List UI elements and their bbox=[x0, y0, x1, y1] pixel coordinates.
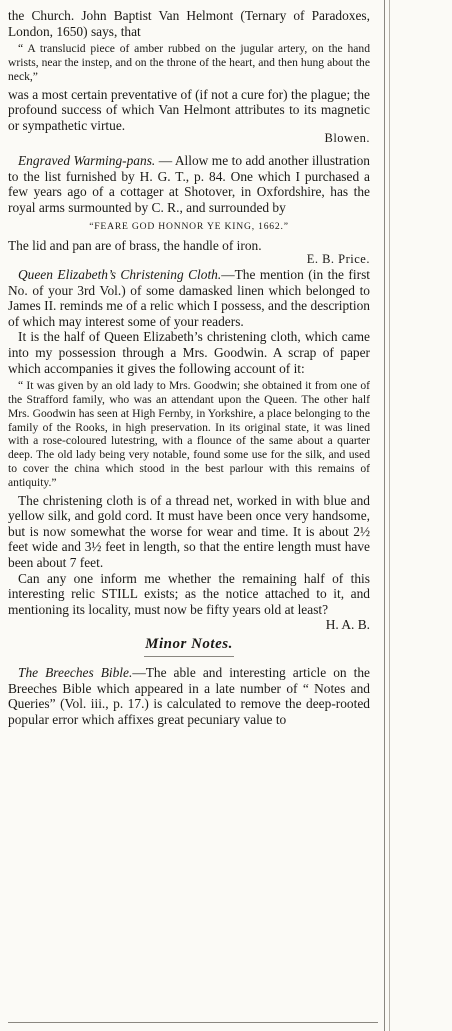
column-rule bbox=[384, 0, 385, 1031]
section-heading bbox=[8, 637, 370, 657]
paragraph-christening-2: It is the half of Queen Elizabeth’s christening cloth, which came into my possession through a Mrs. Goodwin. A scrap of paper which accompanies it gives the following account of it: bbox=[8, 329, 370, 376]
column-rule-outer bbox=[389, 0, 390, 1031]
text-christening: —The mention (in the first No. of your 3rd Vol.) of some damasked linen which belonged to James II. reminds me of a relic which I possess, and the description of which may interest some of your readers. bbox=[8, 267, 370, 329]
motto: “FEARE GOD HONNOR YE KING, 1662.” bbox=[89, 221, 289, 233]
title-christening: Queen Elizabeth’s Christening Cloth. bbox=[18, 267, 222, 283]
bottom-rule bbox=[8, 1022, 378, 1023]
text-warming-pans: — Allow me to add another illustration to the list furnished by H. G. T., p. 84. One which I purchased a few years ago of a cottager at Shotover, in Oxfordshire, has the royal arms surmounted by C. R., and surrounded by bbox=[8, 152, 370, 215]
title-breeches: The Breeches Bible. bbox=[18, 664, 133, 680]
paragraph-warming-pans bbox=[8, 153, 370, 215]
paragraph-breeches bbox=[8, 665, 370, 727]
paragraph-helmont-cont: was a most certain preventative of (if not a cure for) the plague; the profound success of which Van Helmont attributes to its magnetic or sympathetic virtue. bbox=[8, 86, 370, 133]
text-breeches: —The able and interesting article on the Breeches Bible which appeared in a late number of “ Notes and Queries” (Vol. iii., p. 17.) is calculated to remove the deep-rooted popular error which affixes great pecuniary value to bbox=[8, 664, 370, 727]
quote-goodwin: “ It was given by an old lady to Mrs. Goodwin; she obtained it from one of the Strafford family, who was an attendant upon the Queen. The other half Mrs. Goodwin has seen at High Fernby, in Yorkshire, a place belonging to the family of the Rooks, in high preservation. In its original state, it was lined with a rose-coloured lutestring, with a flounce of the same about a quarter deep. The old lady being very notable, found some use for the silk, and used to cover the china which stood in the best parlour with this remains of antiquity.” bbox=[8, 379, 370, 489]
paragraph-lid-pan: The lid and pan are of brass, the handle of iron. bbox=[8, 237, 262, 253]
heading-text: Minor Notes. bbox=[145, 636, 233, 653]
paragraph-christening-3: The christening cloth is of a thread net, worked in with blue and yellow silk, and gold cord. It must have been once very handsome, but is now somewhat the worse for wear and time. It is about 2½ feet wide and 3½ feet in length, so that the entire length must have been about 7 feet. bbox=[8, 492, 370, 571]
page-column bbox=[8, 8, 370, 1020]
text-christening-4: Can any one inform me whether the remaining half of this interesting relic STILL exists; as the notice attached to it, and mentioning its locality, must now be fifty years old at least? bbox=[8, 570, 370, 617]
paragraph-helmont: the Church. John Baptist Van Helmont (Ternary of Paradoxes, London, 1650) says, that bbox=[8, 8, 370, 39]
paragraph-christening-4 bbox=[8, 570, 370, 633]
signature-blowen: Blowen. bbox=[324, 131, 370, 146]
title-warming-pans: Engraved Warming-pans. bbox=[18, 152, 156, 168]
quote-amber: “ A translucid piece of amber rubbed on the jugular artery, on the hand wrists, near the instep, and on the throne of the heart, and then hung about the neck,” bbox=[8, 42, 370, 83]
paragraph-christening bbox=[8, 267, 370, 329]
heading-underline bbox=[144, 656, 234, 657]
signature-price: E. B. Price. bbox=[306, 251, 370, 266]
signature-hab: H. A. B. bbox=[325, 617, 370, 633]
